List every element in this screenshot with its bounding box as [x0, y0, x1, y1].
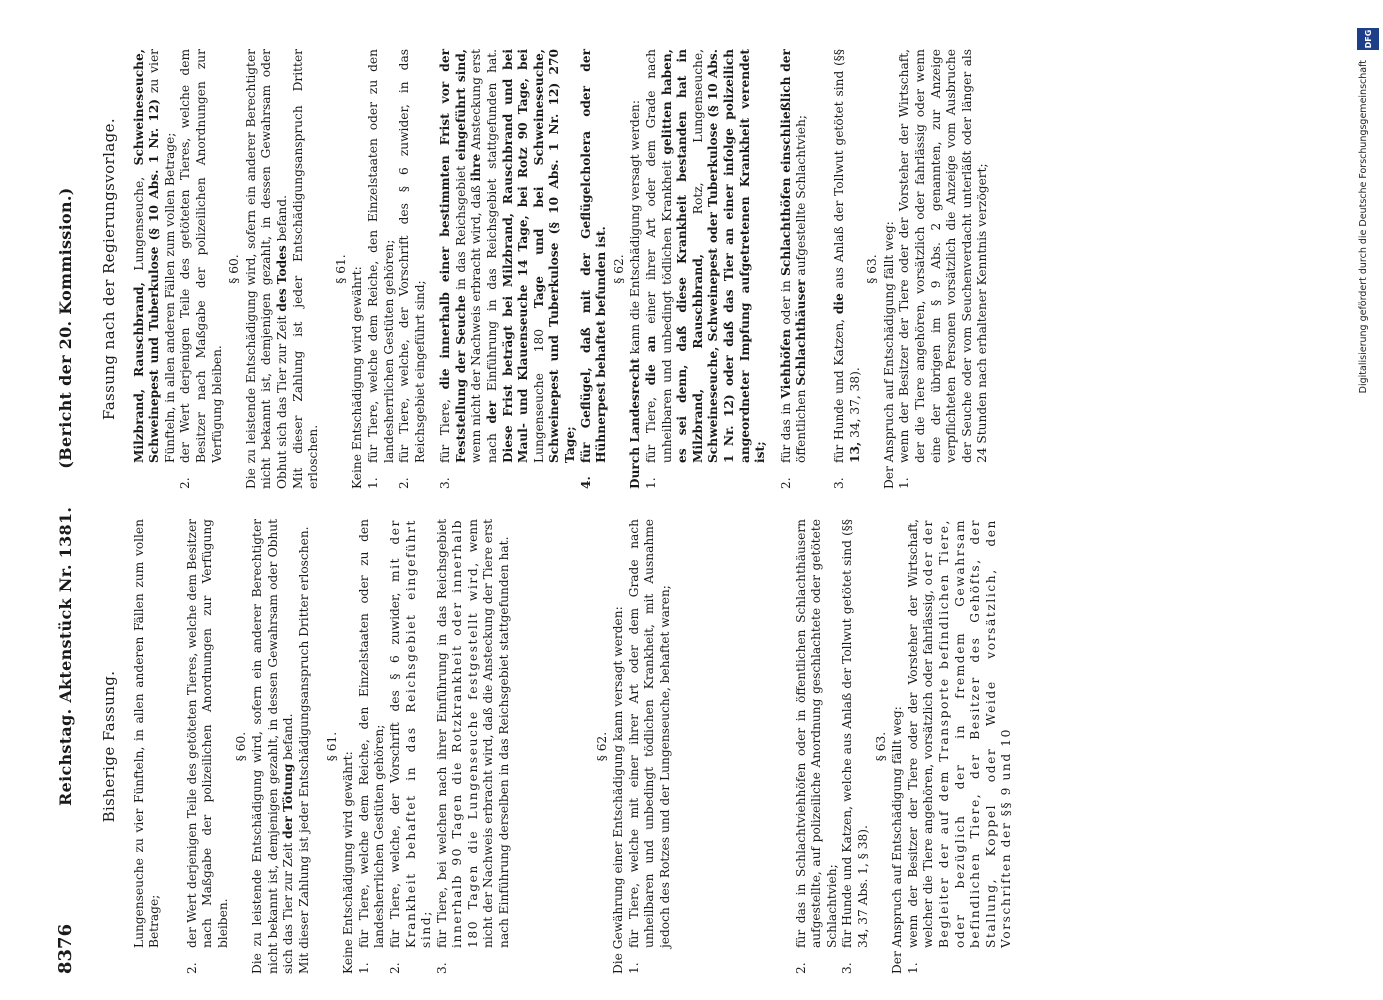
left-s60-title: § 60. [233, 731, 248, 762]
left-s61-intro: Keine Entschädigung wird gewährt: [341, 751, 356, 974]
right-intro: Milzbrand, Rauschbrand, Lungenseuche, Schweineseuche, Schweinepest und Tuberkulose (§ 10 Abs. 1 Nr. 12) zu vier Fünfteln, in allen anderen Fällen zum vollen Betrage; [131, 49, 177, 463]
page-header [55, 38, 88, 974]
left-s63-title: § 63. [873, 731, 888, 762]
right-s63-title: § 63. [865, 254, 880, 284]
left-item-2: 2. der Wert derjenigen Teile des getöteten Tieres, welche dem Besitzer nach Maßgabe der polizeilichen Anordnungen zur Verfügung bleiben. [184, 519, 230, 974]
left-s62-item-3: 3. für Hunde und Katzen, welche aus Anlaß der Tollwut getötet sind (§§ 34, 37 Abs. 1, § 38). [840, 519, 870, 974]
left-s61-title: § 61. [324, 731, 339, 762]
left-s62-item-2: 2. für das in Schlachtviehhöfen oder in öffentlichen Schlachthäusern aufgestellte, auf polizeiliche Anordnung geschlachtete oder getötete Schlachtvieh; [793, 519, 839, 974]
right-s61-item-4: 4. für Geflügel, daß mit der Geflügelcholera oder der Hühnerpest behaftet befunden ist. [578, 49, 609, 489]
right-s62-item-3: 3. für Hunde und Katzen, die aus Anlaß der Tollwut getötet sind (§§ 13, 34, 37, 38). [831, 49, 862, 489]
left-s61-item-1: 1. für Tiere, welche dem Reiche, den Einzelstaaten oder zu den landesherrlichen Gestüten gehören; [356, 519, 387, 974]
right-s62-intro: Durch Landesrecht kann die Entschädigung versagt werden: [628, 100, 643, 489]
columns [102, 38, 1015, 974]
dfg-margin [1355, 20, 1383, 980]
left-s61-item-3: 3. für Tiere, bei welchen nach ihrer Einführung in das Reichsgebiet innerhalb 90 Tagen die Rotzkrankheit oder innerhalb 180 Tagen die Lungenseuche festgestellt wird, wenn nicht der Nachweis erbracht wird, daß die Ansteckung der Tiere erst nach Einführung derselben in das Reichsgebiet stattgefunden hat. [434, 519, 512, 974]
right-s60-text2: Mit dieser Zahlung ist jeder Entschädigungsanspruch Dritter erloschen. [290, 49, 321, 489]
right-s61-item-1: 1. für Tiere, welche dem Reiche, den Einzelstaaten oder zu den landesherrlichen Gestüten gehören; [365, 49, 396, 489]
left-column [102, 519, 1015, 974]
left-s63-item-1: 1. wenn der Besitzer der Tiere oder der Vorsteher der Wirtschaft, welcher die Tiere angehören, vorsätzlich oder fahrlässig, oder der Begleiter der auf dem Transporte befindlichen Tiere, oder bezüglich der in fremdem Gewahrsam befindlichen Tiere, der Besitzer des Gehöfts, der Stallung, Koppel oder Weide vorsätzlich, den Vorschriften der §§ 9 und 10 [905, 519, 1014, 974]
right-s62-title: § 62. [611, 254, 626, 284]
right-s60-title: § 60. [227, 254, 242, 284]
right-s62-item-1: 1. für Tiere, die an einer ihrer Art oder dem Grade nach unheilbaren und unbedingt tödlichen Krankheit gelitten haben, es sei denn, daß diese Krankheit bestanden hat in Milzbrand, Rauschbrand, Rotz, Lungenseuche, Schweineseuche, Schweinepest oder Tuberkulose (§ 10 Abs. 1 Nr. 12) oder daß das Tier an einer infolge polizeilich angeordneter Impfung aufgetretenen Krankheit verendet ist; [644, 49, 768, 489]
right-column [102, 49, 1015, 489]
right-s61-intro: Keine Entschädigung wird gewährt: [350, 266, 365, 489]
dfg-credit-note: Digitalisierung gefördert durch die Deutsche Forschungsgemeinschaft [1358, 60, 1369, 394]
left-s62-intro: Die Gewährung einer Entschädigung kann versagt werden: [611, 606, 626, 974]
right-column-heading: Fassung nach der Regierungsvorlage. [100, 117, 118, 421]
right-s61-item-2: 2. für Tiere, welche, der Vorschrift des § 6 zuwider, in das Reichsgebiet eingeführt sind; [397, 49, 427, 489]
header-right-title: (Bericht der 20. Kommission.) [56, 187, 75, 469]
right-s62-item-2: 2. für das in Viehhöfen oder in Schlachthöfen einschließlich der öffentlichen Schlachthäuser aufgestellte Schlachtvieh; [778, 49, 809, 489]
left-s63-intro: Der Anspruch auf Entschädigung fällt weg: [890, 706, 905, 974]
left-s60-text2: Mit dieser Zahlung ist jeder Entschädigungsanspruch Dritter erloschen. [296, 526, 311, 974]
header-left-title: Reichstag. Aktenstück Nr. 1381. [56, 506, 75, 806]
right-s63-item-1: 1. wenn der Besitzer der Tiere oder der Vorsteher der Wirtschaft, der die Tiere angehören, vorsätzlich oder fahrlässig oder wenn eine der übrigen im § 9 Abs. 2 genannten, zur Anzeige verpflichteten Personen vorsätzlich die Anzeige vom Ausbruche der Seuche oder vom Seuchenverdacht unterläßt oder länger als 24 Stunden nach erhaltener Kenntnis verzögert; [897, 49, 990, 489]
left-intro: Lungenseuche zu vier Fünfteln, in allen anderen Fällen zum vollen Betrage; [131, 519, 162, 948]
dfg-logo: DFG [1357, 28, 1379, 50]
left-s60-text: Die zu leistende Entschädigung wird, sofern ein anderer Berechtigter nicht bekannt ist, demjenigen gezahlt, in dessen Gewahrsam oder Obhut sich das Tier zur Zeit der Tötung befand. [250, 519, 296, 974]
left-s62-title: § 62. [594, 731, 609, 762]
left-column-heading: Bisherige Fassung. [100, 670, 118, 823]
left-s62-item-1: 1. für Tiere, welche mit einer ihrer Art oder dem Grade nach unheilbaren und unbedingt tödlichen Krankheit, mit Ausnahme jedoch des Rotzes und der Lungenseuche, behaftet waren; [626, 519, 673, 974]
right-s63-intro: Der Anspruch auf Entschädigung fällt weg: [881, 221, 896, 489]
page-number: 8376 [55, 923, 76, 974]
left-s61-item-2: 2. für Tiere, welche, der Vorschrift des § 6 zuwider, mit der Krankheit behaftet in das Reichsgebiet eingeführt sind; [387, 519, 434, 974]
right-s61-title: § 61. [333, 254, 348, 284]
right-s61-item-3: 3. für Tiere, die innerhalb einer bestimmten Frist vor der Feststellung der Seuche in das Reichsgebiet eingeführt sind, wenn nicht der Nachweis erbracht wird, daß ihre Ansteckung erst nach der Einführung in das Reichsgebiet stattgefunden hat. Diese Frist beträgt bei Milzbrand, Rauschbrand und bei Maul- und Klauenseuche 14 Tage, bei Rotz 90 Tage, bei Lungenseuche 180 Tage und bei Schweineseuche, Schweinepest und Tuberkulose (§ 10 Abs. 1 Nr. 12) 270 Tage; [438, 49, 578, 489]
right-s60-text: Die zu leistende Entschädigung wird, sofern ein anderer Berechtigter nicht bekannt ist, demjenigen gezahlt, in dessen Gewahrsam oder Obhut sich das Tier zur Zeit des Todes befand. [243, 49, 289, 489]
right-item-2: 2. der Wert derjenigen Teile des getöteten Tieres, welche dem Besitzer nach Maßgabe der polizeilichen Anordnungen zur Verfügung bleiben. [178, 49, 224, 489]
